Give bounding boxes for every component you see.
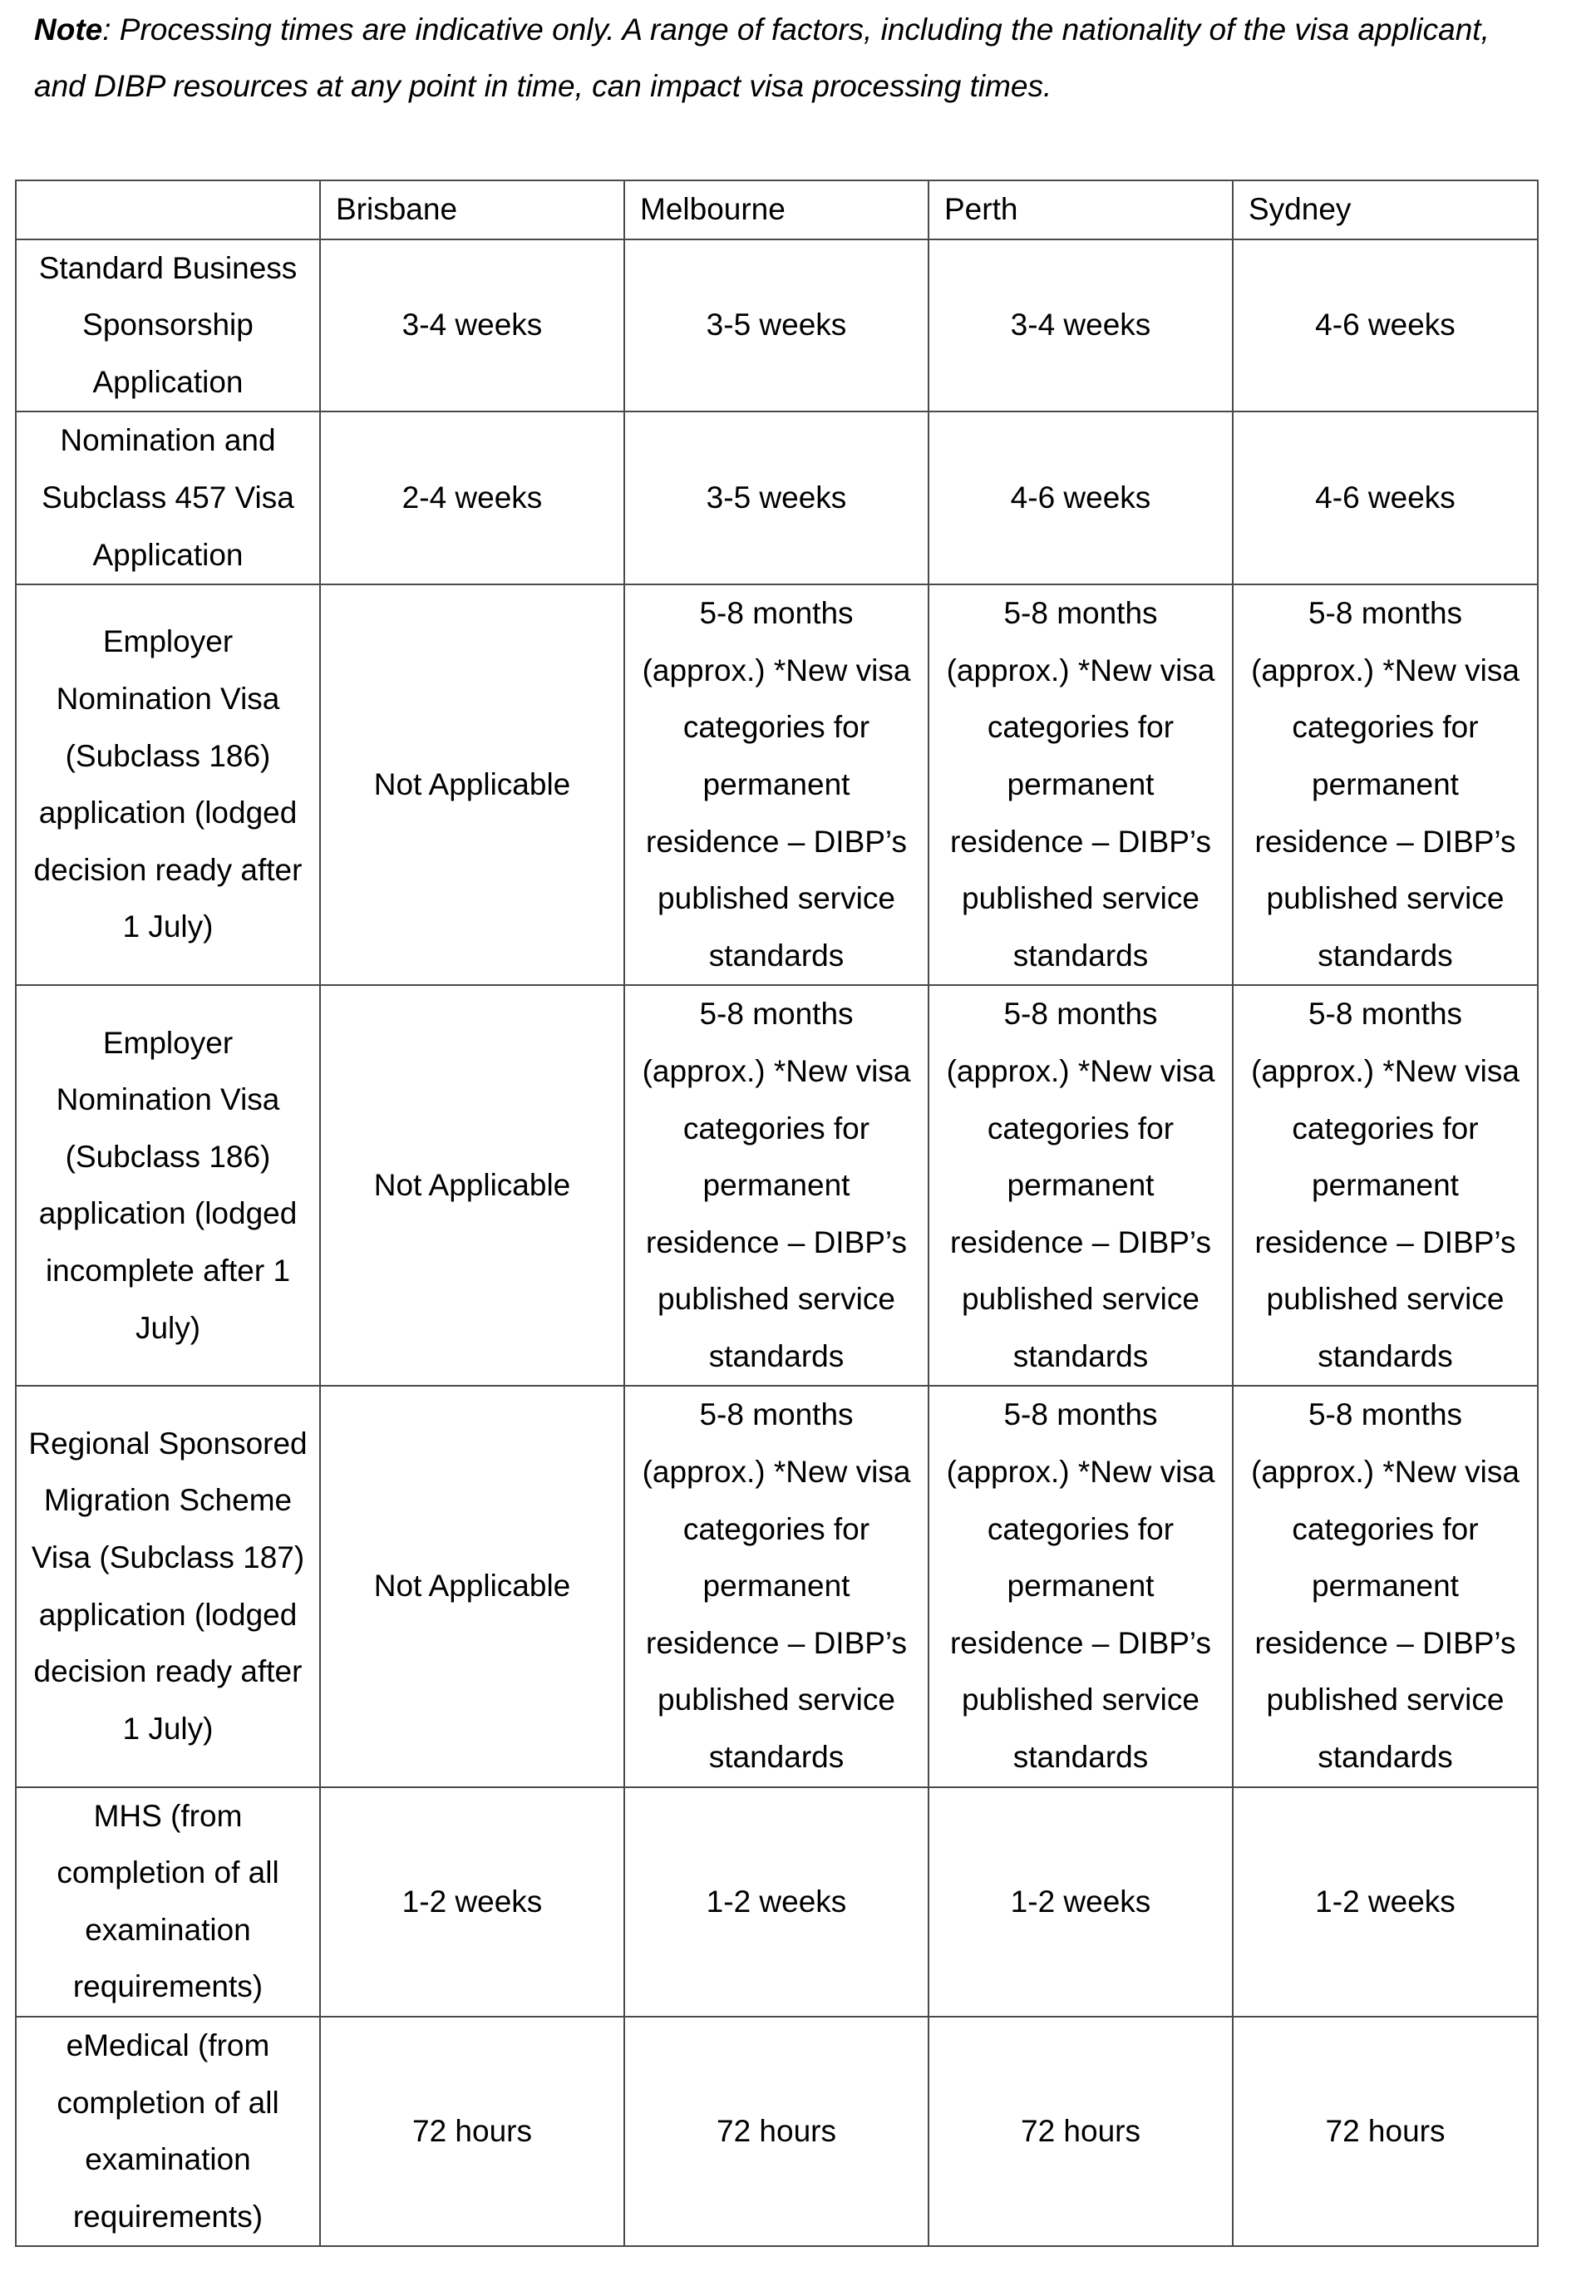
row-label: Employer Nomination Visa (Subclass 186) application (lodged decision ready after 1 July)	[16, 584, 320, 985]
table-cell: 4-6 weeks	[929, 411, 1233, 584]
header-cell-melbourne: Melbourne	[624, 180, 929, 239]
header-cell-empty	[16, 180, 320, 239]
table-cell: 1-2 weeks	[1233, 1787, 1538, 2017]
table-cell: 72 hours	[320, 2017, 624, 2246]
table-cell: Not Applicable	[320, 1386, 624, 1786]
processing-times-table	[15, 180, 1539, 2247]
table-row	[16, 1386, 1538, 1786]
row-label: eMedical (from completion of all examination requirements)	[16, 2017, 320, 2246]
row-label: Regional Sponsored Migration Scheme Visa (Subclass 187) application (lodged decision ready after 1 July)	[16, 1386, 320, 1786]
table-cell: 2-4 weeks	[320, 411, 624, 584]
table-row	[16, 2017, 1538, 2246]
table-cell: 3-5 weeks	[624, 239, 929, 412]
header-cell-brisbane: Brisbane	[320, 180, 624, 239]
table-cell: 1-2 weeks	[929, 1787, 1233, 2017]
table-row	[16, 1787, 1538, 2017]
row-label: Nomination and Subclass 457 Visa Application	[16, 411, 320, 584]
table-cell: 5-8 months (approx.) *New visa categories for permanent residence – DIBP’s published service standards	[1233, 1386, 1538, 1786]
table-cell: 5-8 months (approx.) *New visa categories for permanent residence – DIBP’s published service standards	[929, 1386, 1233, 1786]
header-cell-perth: Perth	[929, 180, 1233, 239]
table-cell: 72 hours	[1233, 2017, 1538, 2246]
table-row	[16, 584, 1538, 985]
table-cell: Not Applicable	[320, 985, 624, 1386]
table-header-row	[16, 180, 1538, 239]
note-paragraph	[34, 2, 1530, 115]
table-cell: 5-8 months (approx.) *New visa categories for permanent residence – DIBP’s published service standards	[929, 985, 1233, 1386]
table-cell: 72 hours	[624, 2017, 929, 2246]
table-cell: 5-8 months (approx.) *New visa categories for permanent residence – DIBP’s published service standards	[1233, 985, 1538, 1386]
note-text: : Processing times are indicative only. A range of factors, including the nationality of the visa applicant, and DIBP resources at any point in time, can impact visa processing times.	[34, 12, 1490, 103]
table-row	[16, 985, 1538, 1386]
header-cell-sydney: Sydney	[1233, 180, 1538, 239]
table-row	[16, 411, 1538, 584]
table-cell: 1-2 weeks	[624, 1787, 929, 2017]
row-label: Standard Business Sponsorship Application	[16, 239, 320, 412]
table-cell: 5-8 months (approx.) *New visa categories for permanent residence – DIBP’s published service standards	[624, 1386, 929, 1786]
table-cell: 5-8 months (approx.) *New visa categories for permanent residence – DIBP’s published service standards	[1233, 584, 1538, 985]
row-label: Employer Nomination Visa (Subclass 186) application (lodged incomplete after 1 July)	[16, 985, 320, 1386]
table-cell: 3-5 weeks	[624, 411, 929, 584]
table-cell: 3-4 weeks	[929, 239, 1233, 412]
table-cell: 4-6 weeks	[1233, 239, 1538, 412]
note-label: Note	[34, 12, 103, 47]
table-cell: 4-6 weeks	[1233, 411, 1538, 584]
table-cell: 1-2 weeks	[320, 1787, 624, 2017]
table-cell: Not Applicable	[320, 584, 624, 985]
table-cell: 5-8 months (approx.) *New visa categories for permanent residence – DIBP’s published service standards	[929, 584, 1233, 985]
table-cell: 5-8 months (approx.) *New visa categories for permanent residence – DIBP’s published service standards	[624, 584, 929, 985]
table-cell: 3-4 weeks	[320, 239, 624, 412]
table-row	[16, 239, 1538, 412]
row-label: MHS (from completion of all examination requirements)	[16, 1787, 320, 2017]
table-cell: 5-8 months (approx.) *New visa categories for permanent residence – DIBP’s published service standards	[624, 985, 929, 1386]
table-cell: 72 hours	[929, 2017, 1233, 2246]
